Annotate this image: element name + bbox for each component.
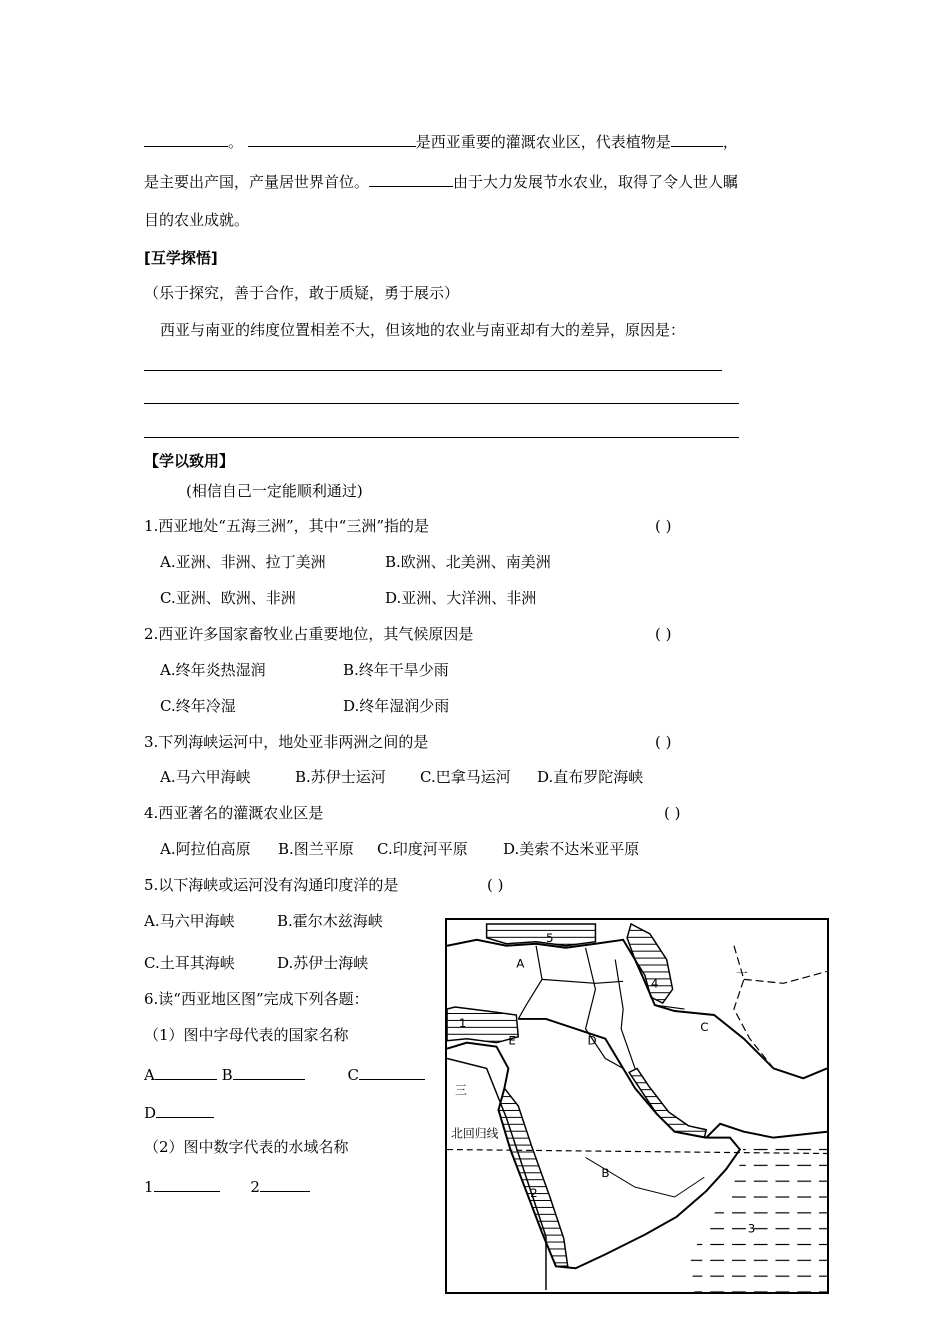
border <box>542 979 623 983</box>
border <box>744 971 827 983</box>
border <box>586 948 624 1069</box>
question-5-stem: 5.以下海峡或运河没有沟通印度洋的是 <box>144 876 399 894</box>
water-label-5: 5 <box>545 930 554 945</box>
answer-blank[interactable] <box>260 1175 310 1192</box>
option-d[interactable]: D.苏伊士海峡 <box>277 954 369 972</box>
question-6-stem: 6.读“西亚地区图”完成下列各题： <box>144 990 369 1008</box>
option-b[interactable]: B.终年干旱少雨 <box>343 661 449 679</box>
water-answers: 1 2 <box>144 1175 310 1197</box>
answer-blank[interactable] <box>144 130 228 147</box>
option-a[interactable]: A.阿拉伯高原 <box>160 840 251 858</box>
answer-bracket[interactable]: ( ) <box>487 876 504 894</box>
option-d[interactable]: D.终年湿润少雨 <box>343 697 450 715</box>
answer-blank[interactable] <box>671 130 723 147</box>
water-label-1: 1 <box>458 1015 467 1030</box>
answer-bracket[interactable]: ( ) <box>655 517 672 535</box>
option-d[interactable]: D.直布罗陀海峡 <box>537 768 644 786</box>
country-label-b: B <box>601 1166 610 1181</box>
option-a[interactable]: A.亚洲、非洲、拉丁美洲 <box>160 553 326 571</box>
answer-blank[interactable] <box>248 130 416 147</box>
option-c[interactable]: C.亚洲、欧洲、非洲 <box>160 589 296 607</box>
question-6-sub1: （1）图中字母代表的国家名称 <box>144 1026 349 1044</box>
country-answers: A B C <box>144 1063 425 1085</box>
answer-line[interactable] <box>144 437 739 438</box>
answer-blank[interactable] <box>233 1063 305 1080</box>
black-sea <box>487 924 596 946</box>
iran-coast-outline <box>706 1124 827 1138</box>
water-label-2: 2 <box>530 1186 538 1201</box>
option-c[interactable]: C.巴拿马运河 <box>420 768 511 786</box>
arabian-peninsula-outline <box>447 1019 740 1268</box>
option-a[interactable]: A.终年炎热湿润 <box>160 661 266 679</box>
option-c[interactable]: C.终年冷湿 <box>160 697 236 715</box>
answer-blank[interactable] <box>155 1063 217 1080</box>
option-a[interactable]: A.马六甲海峡 <box>144 912 235 930</box>
persian-gulf <box>629 1068 706 1137</box>
discussion-question: 西亚与南亚的纬度位置相差不大，但该地的农业与南亚却有大的差异，原因是： <box>160 321 686 339</box>
section-heading-mutual: [互学探悟] <box>144 249 218 267</box>
answer-bracket[interactable]: ( ) <box>655 625 672 643</box>
arabian-sea <box>690 1144 827 1292</box>
answer-blank[interactable] <box>369 170 453 187</box>
option-a[interactable]: A.马六甲海峡 <box>160 768 251 786</box>
side-mark: 一 <box>735 966 748 981</box>
option-b[interactable]: B.欧洲、北美洲、南美洲 <box>385 553 551 571</box>
country-label-d: D <box>587 1033 597 1048</box>
answer-line[interactable] <box>144 403 739 404</box>
country-label-a: A <box>516 956 525 971</box>
question-1-stem: 1.西亚地处“五海三洲”，其中“三洲”指的是 <box>144 517 429 535</box>
answer-blank[interactable] <box>359 1063 425 1080</box>
west-asia-map <box>445 918 829 1294</box>
red-sea <box>498 1088 567 1266</box>
country-answer-d: D <box>144 1101 214 1123</box>
answer-bracket[interactable]: ( ) <box>655 733 672 751</box>
answer-bracket[interactable]: ( ) <box>664 804 681 822</box>
question-2-stem: 2.西亚许多国家畜牧业占重要地位，其气候原因是 <box>144 625 474 643</box>
water-label-4: 4 <box>650 976 659 991</box>
water-label-3: 3 <box>747 1221 756 1236</box>
border <box>615 960 635 1069</box>
side-mark: 三 <box>454 1083 467 1098</box>
answer-blank[interactable] <box>156 1101 214 1118</box>
option-b[interactable]: B.苏伊士运河 <box>295 768 386 786</box>
intro-line-2: 是主要出产国，产量居世界首位。 由于大力发展节水农业，取得了令人世人瞩 <box>144 170 738 192</box>
option-d[interactable]: D.美索不达米亚平原 <box>503 840 640 858</box>
country-label-c: C <box>700 1019 709 1034</box>
section-motto-mutual: （乐于探究，善于合作，敢于质疑，勇于展示） <box>144 284 460 302</box>
question-4-stem: 4.西亚著名的灌溉农业区是 <box>144 804 324 822</box>
answer-blank[interactable] <box>154 1175 220 1192</box>
option-c[interactable]: C.印度河平原 <box>377 840 468 858</box>
option-d[interactable]: D.亚洲、大洋洲、非洲 <box>385 589 537 607</box>
intro-line-3: 目的农业成就。 <box>144 211 250 229</box>
section-motto-apply: (相信自己一定能顺利通过) <box>186 482 363 500</box>
section-heading-apply: 【学以致用】 <box>144 452 235 470</box>
intro-line-1: 。 是西亚重要的灌溉农业区，代表植物是 ， <box>144 130 738 152</box>
question-3-stem: 3.下列海峡运河中，地处亚非两洲之间的是 <box>144 733 429 751</box>
option-b[interactable]: B.霍尔木兹海峡 <box>277 912 383 930</box>
option-b[interactable]: B.图兰平原 <box>278 840 354 858</box>
option-c[interactable]: C.土耳其海峡 <box>144 954 235 972</box>
tropic-label: 北回归线 <box>451 1126 499 1141</box>
question-6-sub2: （2）图中数字代表的水域名称 <box>144 1138 349 1156</box>
country-label-e: E <box>508 1033 516 1048</box>
answer-line[interactable] <box>144 370 722 371</box>
